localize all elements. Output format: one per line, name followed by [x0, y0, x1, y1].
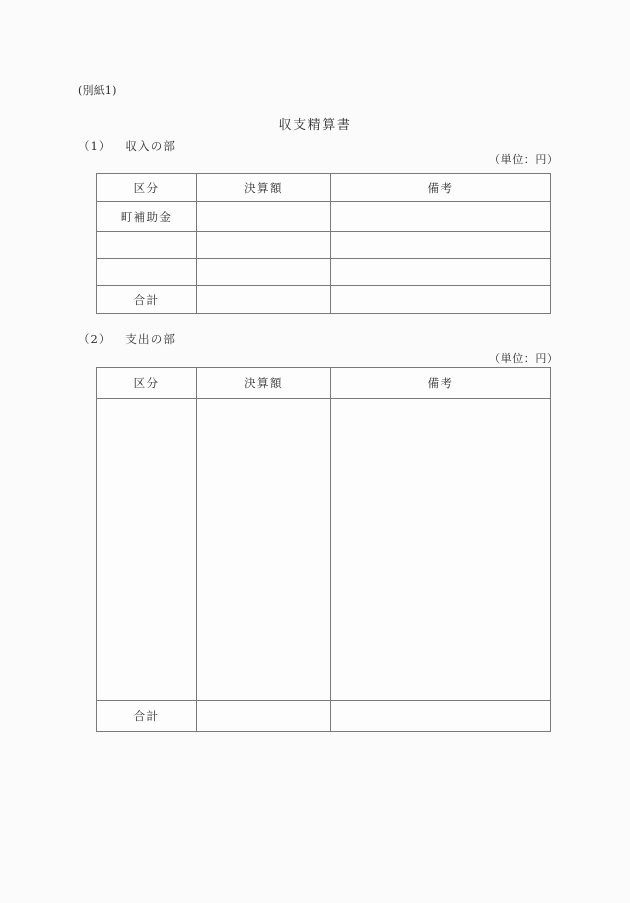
cell-total-label: 合計	[97, 286, 197, 314]
header-cell-kingaku: 決算額	[197, 174, 331, 202]
section-label-expenditure	[78, 331, 176, 347]
cell-kubun[interactable]	[97, 259, 197, 286]
section-number: （2）	[78, 332, 112, 346]
table-total-row	[97, 286, 551, 314]
cell-total-label: 合計	[97, 701, 197, 732]
unit-note-expenditure: （単位：円）	[489, 352, 559, 365]
header-cell-biko: 備考	[331, 368, 551, 399]
income-table	[96, 173, 551, 314]
header-cell-biko: 備考	[331, 174, 551, 202]
cell-kingaku[interactable]	[197, 399, 331, 701]
cell-kingaku[interactable]	[197, 232, 331, 259]
table-header-row	[97, 174, 551, 202]
cell-biko[interactable]	[331, 202, 551, 232]
header-cell-kubun: 区分	[97, 174, 197, 202]
cell-total-kingaku[interactable]	[197, 286, 331, 314]
attachment-tag: (別紙1)	[78, 84, 117, 97]
header-cell-kingaku: 決算額	[197, 368, 331, 399]
table-total-row	[97, 701, 551, 732]
section-name: 収入の部	[125, 139, 177, 153]
table-row	[97, 399, 551, 701]
table-row	[97, 232, 551, 259]
table-row	[97, 202, 551, 232]
cell-biko[interactable]	[331, 232, 551, 259]
cell-total-biko[interactable]	[331, 701, 551, 732]
unit-note-income: （単位：円）	[489, 153, 559, 166]
cell-biko[interactable]	[331, 259, 551, 286]
section-number: （1）	[78, 139, 112, 153]
cell-kingaku[interactable]	[197, 259, 331, 286]
table-row	[97, 259, 551, 286]
cell-kubun[interactable]: 町補助金	[97, 202, 197, 232]
page-title: 収支精算書	[278, 118, 352, 133]
cell-kubun[interactable]	[97, 232, 197, 259]
section-label-income	[78, 138, 176, 154]
cell-kubun[interactable]	[97, 399, 197, 701]
header-cell-kubun: 区分	[97, 368, 197, 399]
cell-total-kingaku[interactable]	[197, 701, 331, 732]
cell-total-biko[interactable]	[331, 286, 551, 314]
expenditure-table	[96, 367, 551, 732]
table-header-row	[97, 368, 551, 399]
cell-kingaku[interactable]	[197, 202, 331, 232]
section-name: 支出の部	[125, 332, 177, 346]
cell-biko[interactable]	[331, 399, 551, 701]
